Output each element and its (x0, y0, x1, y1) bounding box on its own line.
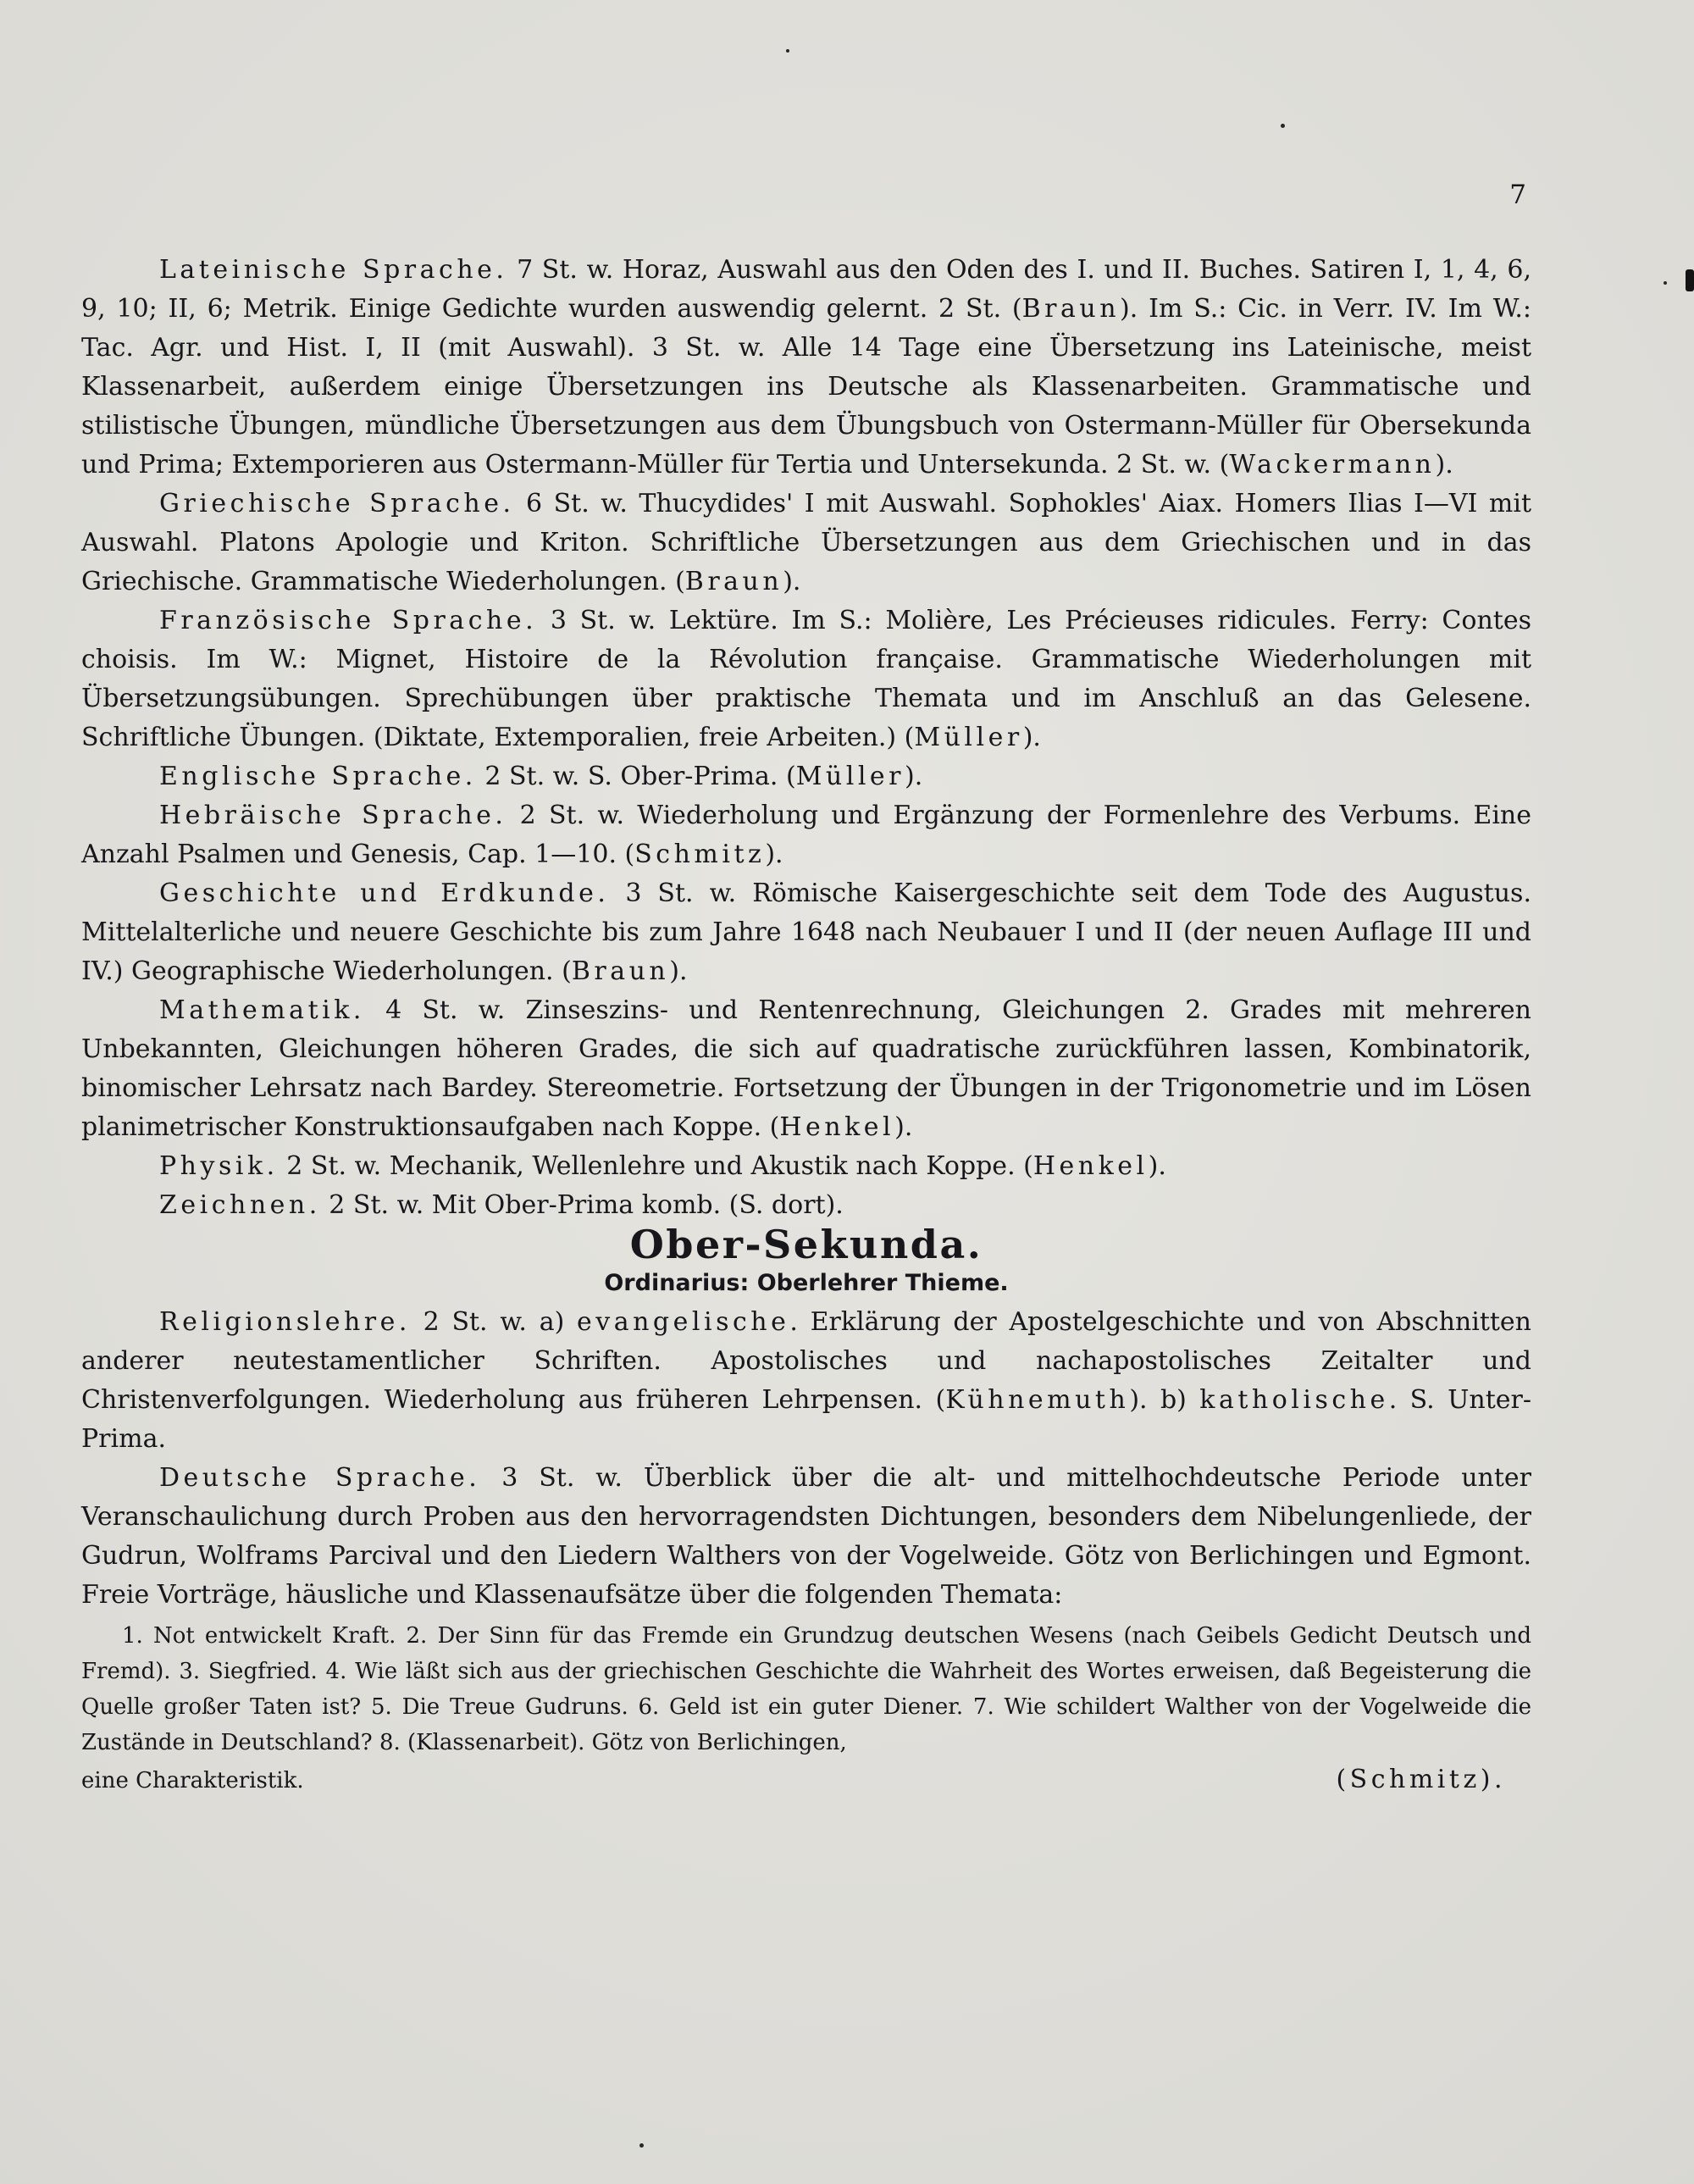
spaced-emphasis-text: Geschichte und Erdkunde. (159, 879, 610, 908)
scan-artifact (1664, 281, 1667, 285)
spaced-emphasis-text: Religionslehre. (159, 1307, 411, 1337)
body-text: ). (765, 840, 783, 869)
spaced-emphasis-text: katholische (1199, 1385, 1389, 1415)
body-text: 2 St. w. Mit Ober-Prima komb. (S. dort). (320, 1190, 844, 1220)
spaced-emphasis-text: Henkel (1032, 1151, 1149, 1181)
section-heading-ober-sekunda: Ober-Sekunda. (629, 1222, 983, 1267)
body-text: 2 St. w. Wiederholung und Ergänzung der Formenlehre des Verbums. Eine Anzahl Psalmen und Genesis, Cap. 1—10. ( (81, 801, 1531, 869)
scan-edge-mark (1686, 269, 1694, 291)
scan-artifact (786, 49, 789, 53)
paragraph-drawing (81, 1186, 1531, 1225)
paragraph-french-language (81, 601, 1531, 757)
body-text: . Erklärung der Apostelgeschichte und von Abschnitten anderer neutestamentlicher Schriften. Apostolisches und nachapostolisches Zeitalter und Christenverfolgungen. Wiederholung aus früheren Lehrpensen. ( (81, 1307, 1532, 1415)
spaced-emphasis-text: Wackermann (1229, 450, 1436, 479)
paragraph-latin-language (81, 251, 1531, 485)
text-block (81, 251, 1531, 1799)
spaced-emphasis-text: Henkel (779, 1112, 895, 1142)
ordinarius-line: Ordinarius: Oberlehrer Thieme. (604, 1270, 1009, 1296)
paragraph-religion (81, 1303, 1531, 1459)
spaced-emphasis-text: Müller (914, 723, 1023, 752)
spaced-emphasis-text: Deutsche Sprache. (159, 1463, 481, 1493)
spaced-emphasis-text: Physik. (159, 1151, 279, 1181)
paragraph-essay-topics (81, 1618, 1531, 1760)
spaced-emphasis-text: Kühnemuth (945, 1385, 1130, 1415)
body-text: ). (1435, 450, 1453, 479)
body-text: 6 St. w. Thucydides' I mit Auswahl. Sophokles' Aiax. Homers Ilias I—VI mit Auswahl. Platons Apologie und Kriton. Schriftliche Übersetzungen aus dem Griechischen und in das Griechische. Grammatische Wiederholungen. ( (81, 489, 1532, 596)
paragraph-hebrew-language (81, 796, 1531, 874)
body-text: 3 St. w. Überblick über die alt- und mittelhochdeutsche Periode unter Veranschaulichung durch Proben aus den hervorragendsten Dichtungen, besonders dem Nibelungenliede, der Gudrun, Wolframs Parcival und den Liedern Walthers von der Vogelweide. Götz von Berlichingen und Egmont. Freie Vorträge, häusliche und Klassenaufsätze über die folgenden Themata: (81, 1463, 1531, 1610)
body-text: 2 St. w. a) (410, 1307, 578, 1337)
paragraph-mathematics (81, 991, 1531, 1147)
spaced-emphasis-text: Braun (571, 956, 670, 986)
page-number: 7 (1509, 180, 1526, 210)
body-text: ). (1148, 1151, 1166, 1181)
signature-line (81, 1760, 1531, 1799)
spaced-emphasis-text: Mathematik. (159, 995, 365, 1025)
scan-artifact (639, 2143, 644, 2148)
spaced-emphasis-text: Braun (1021, 294, 1121, 324)
body-text: ). Im S.: Cic. in Verr. IV. Im W.: Tac. Agr. und Hist. I, II (mit Auswahl). 3 St. w. Alle 14 Tage eine Übersetzung ins Lateinische, meist Klassenarbeit, außerdem einige Übersetzungen ins Deutsche als Klassenarbeiten. Grammatische und stilistische Übungen, mündliche Übersetzungen aus dem Übungsbuch von Ostermann-Müller für Obersekunda und Prima; Extemporieren aus Ostermann-Müller für Tertia und Untersekunda. 2 St. w. ( (81, 294, 1531, 479)
body-text: 7 St. w. Horaz, Auswahl aus den Oden des I. und II. Buches. Satiren I, 1, 4, 6, 9, 10; II, 6; Metrik. Einige Gedichte wurden auswendig gelernt. 2 St. ( (81, 255, 1531, 324)
paragraph-greek-language (81, 485, 1531, 601)
body-text: ). (905, 762, 923, 791)
paragraph-history-geography (81, 874, 1531, 991)
teacher-signature: (Schmitz). (1336, 1765, 1506, 1794)
body-text: 2 St. w. S. Ober-Prima. ( (476, 762, 796, 791)
paragraph-physics (81, 1147, 1531, 1186)
spaced-emphasis-text: evangelische (577, 1307, 790, 1337)
paragraph-english-language (81, 757, 1531, 796)
spaced-emphasis-text: Hebräische Sprache. (159, 801, 507, 830)
body-text: ). (669, 956, 688, 986)
spaced-emphasis-text: Lateinische Sprache. (159, 255, 508, 285)
body-text: ). (894, 1112, 913, 1142)
signature-line-left-text: eine Charakteristik. (81, 1768, 304, 1793)
body-text: ). b) (1129, 1385, 1200, 1415)
spaced-emphasis-text: Griechische Sprache. (159, 489, 515, 518)
body-text: 3 St. w. Lektüre. Im S.: Molière, Les Précieuses ridicules. Ferry: Contes choisis. Im W.: Mignet, Histoire de la Révolution française. Grammatische Wiederholungen mit Übersetzungsübungen. Sprechübungen über praktische Themata und im Anschluß an das Gelesene. Schriftliche Übungen. (Diktate, Extemporalien, freie Arbeiten.) ( (81, 606, 1531, 752)
spaced-emphasis-text: Schmitz (634, 840, 766, 869)
spaced-emphasis-text: Englische Sprache. (159, 762, 477, 791)
body-text: 2 St. w. Mechanik, Wellenlehre und Akustik nach Koppe. ( (278, 1151, 1033, 1181)
scan-artifact (1281, 124, 1285, 128)
body-text: 1. Not entwickelt Kraft. 2. Der Sinn für das Fremde ein Grundzug deutschen Wesens (nach Geibels Gedicht Deutsch und Fremd). 3. Siegfried. 4. Wie läßt sich aus der griechischen Geschichte die Wahrheit des Wortes erweisen, daß Begeisterung die Quelle großer Taten ist? 5. Die Treue Gudruns. 6. Geld ist ein guter Diener. 7. Wie schildert Walther von der Vogelweide die Zustände in Deutschland? 8. (Klassenarbeit). Götz von Berlichingen, (81, 1623, 1531, 1755)
body-text: . S. Unter-Prima. (81, 1385, 1531, 1454)
body-text: 4 St. w. Zinseszins- und Rentenrechnung, Gleichungen 2. Grades mit mehreren Unbekannten, Gleichungen höheren Grades, die sich auf quadratische zurückführen lassen, Kombinatorik, binomischer Lehrsatz nach Bardey. Stereometrie. Fortsetzung der Übungen in der Trigonometrie und im Lösen planimetrischer Konstruktionsaufgaben nach Koppe. ( (81, 995, 1531, 1142)
paragraph-german-language (81, 1459, 1531, 1615)
spaced-emphasis-text: Zeichnen. (159, 1190, 321, 1220)
body-text: 3 St. w. Römische Kaisergeschichte seit dem Tode des Augustus. Mittelalterliche und neuere Geschichte bis zum Jahre 1648 nach Neubauer I und II (der neuen Auflage III und IV.) Geographische Wiederholungen. ( (81, 879, 1531, 986)
spaced-emphasis-text: Französische Sprache. (159, 606, 538, 635)
spaced-emphasis-text: Braun (684, 567, 783, 596)
spaced-emphasis-text: Müller (795, 762, 905, 791)
body-text: ). (783, 567, 801, 596)
body-text: ). (1022, 723, 1041, 752)
